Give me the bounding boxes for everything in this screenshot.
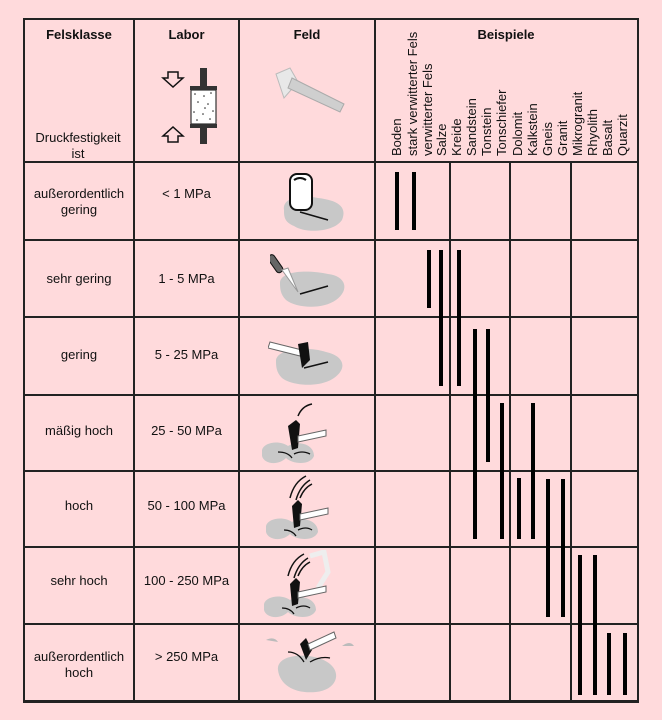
rock-label: Quarzit [615, 114, 630, 156]
rock-label: Boden [389, 118, 404, 156]
range-bar-gneis [546, 479, 550, 617]
hammer-many-blows-icon [260, 550, 340, 622]
hammer-chips-icon [266, 630, 356, 696]
range-bar-stark-verwitterter-fels [412, 172, 416, 230]
range-bar-kalkstein [531, 403, 535, 539]
rock-label: Rhyolith [585, 109, 600, 156]
felsklasse-cell: mäßig hoch [45, 423, 113, 438]
rock-label: Granit [555, 120, 570, 156]
rock-label: Kreide [449, 118, 464, 156]
hammer-several-blows-icon [262, 474, 342, 544]
felsklasse-cell: sehr hoch [50, 573, 108, 588]
labor-cell: 100 - 250 MPa [143, 573, 230, 588]
range-bar-boden [395, 172, 399, 230]
range-bar-granit [561, 479, 565, 617]
rock-label: Kalkstein [525, 103, 540, 156]
felsklasse-cell: gering [60, 347, 98, 362]
felsklasse-cell: sehr gering [46, 271, 112, 286]
range-bar-kreide [457, 250, 461, 386]
rock-label: stark verwitterter Fels [405, 31, 420, 156]
knife-scratch-icon [270, 252, 350, 312]
header-beispiele: Beispiele [477, 27, 535, 42]
geological-hammer-icon [270, 66, 350, 120]
header-felsklasse: Felsklasse [46, 27, 112, 42]
druckfestigkeit-label: Druckfestigkeit ist [35, 130, 121, 161]
labor-cell: 5 - 25 MPa [154, 347, 219, 362]
rock-label: Salze [434, 123, 449, 156]
range-bar-basalt [607, 633, 611, 695]
rock-label: Tonstein [479, 107, 494, 156]
range-bar-tonschiefer [500, 403, 504, 539]
compression-test-icon [160, 66, 230, 148]
fingernail-scratch-icon [270, 172, 350, 234]
header-labor: Labor [168, 27, 205, 42]
felsklasse-cell: außerordentlich gering [33, 186, 125, 217]
range-bar-dolomit [517, 478, 521, 539]
range-bar-quarzit [623, 633, 627, 695]
range-bar-tonstein [486, 329, 490, 462]
header-feld: Feld [293, 27, 321, 42]
rock-label: Sandstein [464, 98, 479, 156]
range-bar-rhyolith [593, 555, 597, 695]
labor-cell: 50 - 100 MPa [147, 498, 226, 513]
range-bar-sandstein [473, 329, 477, 539]
felsklasse-cell: hoch [64, 498, 94, 513]
rock-label: Gneis [540, 122, 555, 156]
labor-cell: > 250 MPa [154, 649, 219, 664]
labor-cell: 25 - 50 MPa [151, 423, 222, 438]
hammer-one-blow-icon [258, 402, 338, 468]
rock-label: Tonschiefer [494, 89, 509, 156]
range-bar-salze [439, 250, 443, 386]
labor-cell: 1 - 5 MPa [158, 271, 215, 286]
felsklasse-cell: außerordentlich hoch [33, 649, 125, 680]
rock-label: Dolomit [510, 111, 525, 156]
rock-label: Mikrogranit [570, 91, 585, 156]
range-bar-verwitterter-fels [427, 250, 431, 308]
rock-label: Basalt [600, 119, 615, 156]
hammer-pick-icon [268, 330, 348, 390]
rock-label: verwitterter Fels [420, 63, 435, 156]
labor-cell: < 1 MPa [162, 186, 211, 201]
range-bar-mikrogranit [578, 555, 582, 695]
